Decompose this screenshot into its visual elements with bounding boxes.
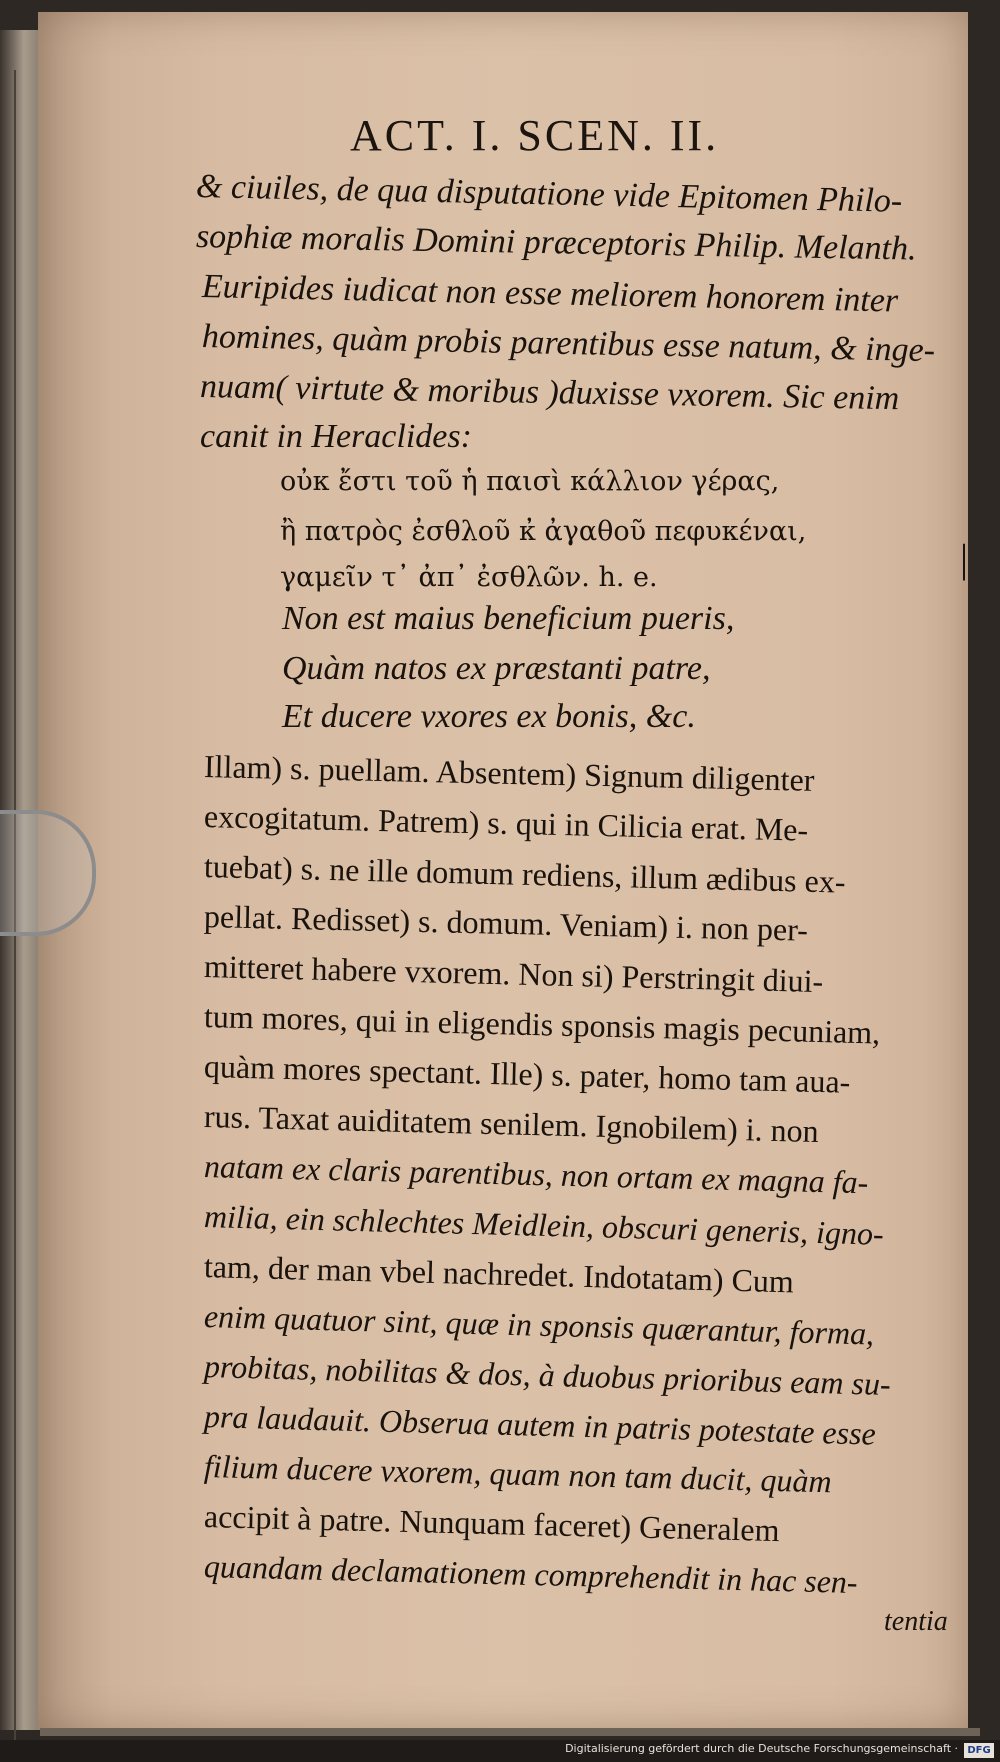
greek-line: οὐκ ἔστι τοῦ ἡ παισὶ κάλλιον γέρας, bbox=[280, 466, 780, 497]
text-line: pra laudauit. Obserua autem in patris potestate esse bbox=[203, 1398, 877, 1452]
text-line: Euripides iudicat non esse meliorem honorem inter bbox=[201, 268, 899, 320]
text-line: enim quatuor sint, quæ in sponsis quærantur, forma, bbox=[203, 1298, 875, 1352]
footer-bar bbox=[0, 1740, 1000, 1762]
text-line: milia, ein schlechtes Meidlein, obscuri generis, igno- bbox=[203, 1198, 885, 1252]
text-line: nuam( virtute & moribus )duxisse vxorem. Sic enim bbox=[199, 368, 900, 418]
text-line: quàm mores spectant. Ille) s. pater, homo tam aua- bbox=[203, 1048, 851, 1100]
text-line: rus. Taxat auiditatem senilem. Ignobilem) i. non bbox=[203, 1098, 820, 1150]
catchword: tentia bbox=[884, 1606, 948, 1637]
text-line: sophiæ moralis Domini præceptoris Philip. Melanth. bbox=[195, 218, 917, 268]
text-line: excogitatum. Patrem) s. qui in Cilicia erat. Me- bbox=[203, 798, 809, 848]
footer-credit: Digitalisierung gefördert durch die Deutsche Forschungsgemeinschaft · bbox=[565, 1742, 958, 1755]
text-line: & ciuiles, de qua disputatione vide Epitomen Philo- bbox=[195, 168, 903, 220]
text-line: Non est maius beneficium pueris, bbox=[282, 600, 735, 637]
text-line: Quàm natos ex præstanti patre, bbox=[282, 650, 711, 687]
dfg-logo: DFG bbox=[964, 1743, 994, 1758]
text-line: Illam) s. puellam. Absentem) Signum diligenter bbox=[203, 748, 815, 798]
margin-mark: | bbox=[960, 536, 969, 581]
text-line: homines, quàm probis parentibus esse natum, & inge- bbox=[201, 318, 936, 370]
running-header: ACT. I. SCEN. II. bbox=[350, 111, 720, 160]
text-line: accipit à patre. Nunquam faceret) Generalem bbox=[203, 1498, 780, 1549]
text-line: quandam declamationem comprehendit in hac sen- bbox=[203, 1548, 859, 1600]
text-line: tam, der man vbel nachredet. Indotatam) Cum bbox=[203, 1248, 795, 1300]
greek-line: γαμεῖν τ᾽ ἀπ᾽ ἐσθλῶν. h. e. bbox=[280, 562, 658, 593]
text-line: pellat. Redisset) s. domum. Veniam) i. non per- bbox=[203, 898, 809, 948]
text-line: probitas, nobilitas & dos, à duobus prioribus eam su- bbox=[203, 1348, 892, 1402]
text-line: canit in Heraclides: bbox=[200, 418, 472, 455]
text-line: Et ducere vxores ex bonis, &c. bbox=[282, 698, 696, 735]
text-line: filium ducere vxorem, quam non tam ducit, quàm bbox=[203, 1448, 832, 1500]
text-line: tum mores, qui in eligendis sponsis magis pecuniam, bbox=[203, 998, 881, 1051]
text-line: mitteret habere vxorem. Non si) Perstringit diui- bbox=[203, 948, 824, 1000]
text-line: natam ex claris parentibus, non ortam ex magna fa- bbox=[203, 1148, 869, 1201]
text-line: tuebat) s. ne ille domum rediens, illum ædibus ex- bbox=[203, 848, 846, 900]
greek-line: ἢ πατρὸς ἐσθλοῦ κ̓ ἀγαθοῦ πεφυκέναι, bbox=[280, 516, 807, 547]
